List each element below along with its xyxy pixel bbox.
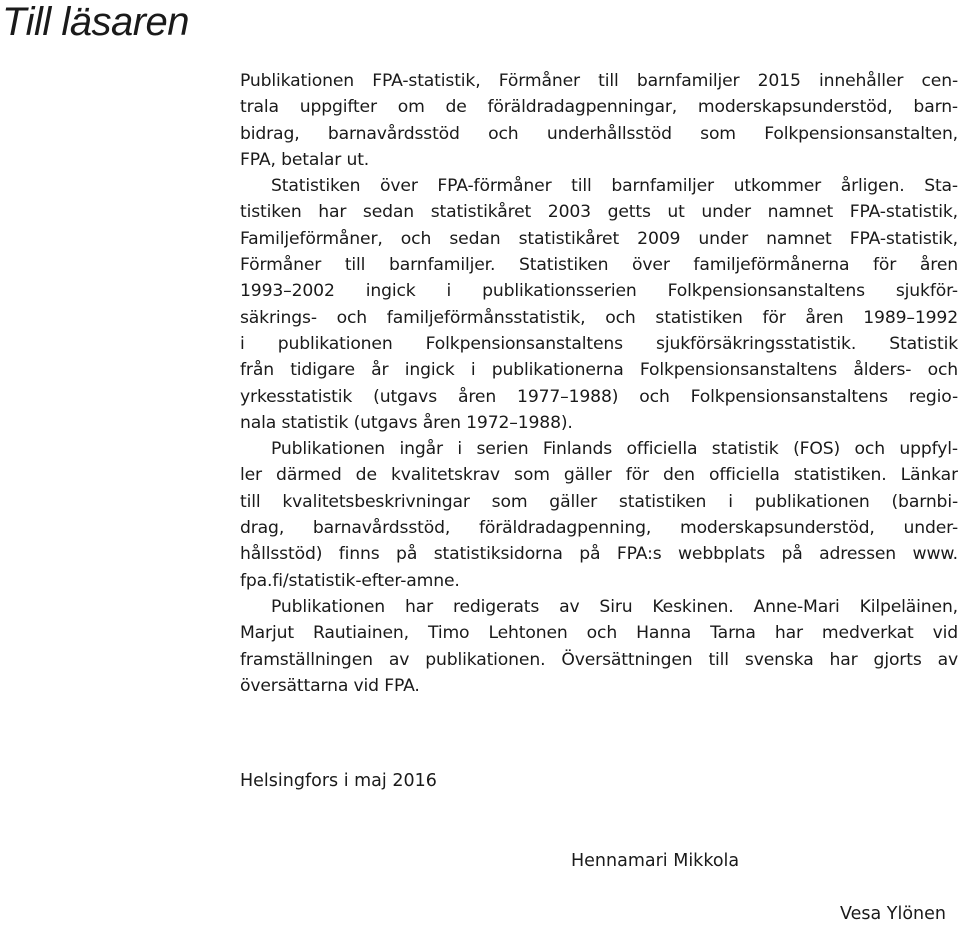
body-text xyxy=(240,68,958,699)
text-line: drag, barnavårdsstöd, föräldradagpenning, moderskapsunderstöd, under- xyxy=(240,518,958,539)
paragraph xyxy=(240,594,958,699)
text-line: ler därmed de kvalitetskrav som gäller för den officiella statistiken. Länkar xyxy=(240,465,958,486)
text-line: trala uppgifter om de föräldradagpenningar, moderskapsunderstöd, barn- xyxy=(240,97,958,118)
text-line: Statistiken över FPA-förmåner till barnfamiljer utkommer årligen. Sta- xyxy=(271,176,958,197)
text-line: från tidigare år ingick i publikationerna Folkpensionsanstaltens ålders- och xyxy=(240,360,958,381)
signatory-name: Hennamari Mikkola xyxy=(571,851,740,871)
text-line: Förmåner till barnfamiljer. Statistiken över familjeförmånerna för åren xyxy=(240,255,958,276)
text-line: framställningen av publikationen. Översättningen till svenska har gjorts av xyxy=(240,649,958,670)
text-line: tistiken har sedan statistikåret 2003 getts ut under namnet FPA-statistik, xyxy=(240,202,958,223)
text-line: säkrings- och familjeförmånsstatistik, och statistiken för åren 1989–1992 xyxy=(240,307,958,328)
text-line: Publikationen ingår i serien Finlands officiella statistik (FOS) och uppfyl- xyxy=(271,439,958,460)
text-line: FPA, betalar ut. xyxy=(240,149,370,170)
text-line: översättarna vid FPA. xyxy=(240,675,420,696)
text-line: fpa.fi/statistik-efter-amne. xyxy=(240,570,460,591)
text-line: i publikationen Folkpensionsanstaltens sjukförsäkringsstatistik. Statistik xyxy=(240,333,958,354)
text-line: yrkesstatistik (utgavs åren 1977–1988) och Folkpensionsanstaltens regio- xyxy=(240,386,958,407)
text-line: nala statistik (utgavs åren 1972–1988). xyxy=(240,412,573,433)
text-line: till kvalitetsbeskrivningar som gäller statistiken i publikationen (barnbi- xyxy=(240,491,958,512)
text-line: Marjut Rautiainen, Timo Lehtonen och Hanna Tarna har medverkat vid xyxy=(240,623,958,644)
paragraph xyxy=(240,68,958,173)
text-line: hållsstöd) finns på statistiksidorna på FPA:s webbplats på adressen www. xyxy=(240,544,958,565)
text-line: Familjeförmåner, och sedan statistikåret 2009 under namnet FPA-statistik, xyxy=(240,228,958,249)
text-line: Publikationen har redigerats av Siru Keskinen. Anne-Mari Kilpeläinen, xyxy=(271,596,958,617)
page-title: Till läsaren xyxy=(2,0,190,44)
place-date: Helsingfors i maj 2016 xyxy=(240,771,437,791)
text-line: Publikationen FPA-statistik, Förmåner till barnfamiljer 2015 innehåller cen- xyxy=(240,71,958,91)
signatory-name: Vesa Ylönen xyxy=(840,904,946,924)
text-line: bidrag, barnavårdsstöd och underhållsstöd som Folkpensionsanstalten, xyxy=(240,123,958,144)
paragraph xyxy=(240,173,958,436)
paragraph xyxy=(240,436,958,594)
text-line: 1993–2002 ingick i publikationsserien Folkpensionsanstaltens sjukför- xyxy=(240,281,958,302)
